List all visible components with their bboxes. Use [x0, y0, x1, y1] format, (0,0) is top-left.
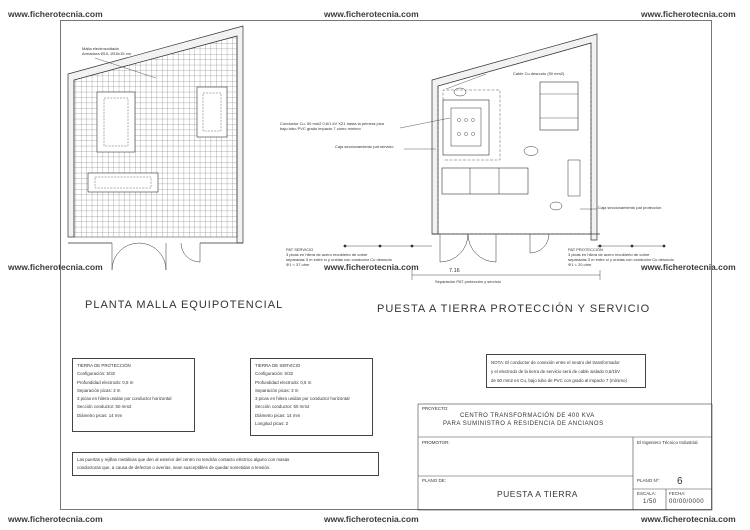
tierra-servicio-line: Longitud picas: 2	[255, 421, 289, 427]
left-plan-doors	[112, 243, 200, 270]
cell-footprint	[197, 87, 227, 137]
fecha-label: FECHA:	[669, 491, 686, 496]
plano-no-label: PLANO Nº:	[637, 478, 660, 483]
proyecto-line-1: CENTRO TRANSFORMACIÓN DE 400 KVA	[460, 413, 595, 419]
nota-line: de 50 mm2 en Cu, bajo tubo de PVC con grado al impacto 7 (mínimo)	[491, 378, 627, 383]
pat-proteccion-line-2: separadas 3 m entre sí y unidas con conductor Cu desnudo	[568, 257, 674, 262]
watermark-bottom-right: www.ficherotecnia.com	[641, 514, 736, 524]
earth-box-service	[524, 147, 538, 156]
pat-servicio-line-3: Φ1 < 37 ohm	[286, 262, 310, 267]
pat-servicio-line-1: 3 picas en hilera de acero recubierto de cobre	[286, 252, 368, 257]
tierra-proteccion-line: Separación picas: 3 m	[77, 387, 121, 393]
separation-distance: 7.16	[449, 268, 460, 274]
transformer-footprint	[97, 92, 135, 152]
tierra-proteccion-line: Diámetro picas: 14 mm	[77, 412, 123, 418]
warning-line: Las puertas y rejillas metálicas que den al exterior del centro no tendrán contacto eléctrico alguno con masas	[77, 457, 290, 462]
watermark-mid-right: www.ficherotecnia.com	[641, 262, 736, 272]
watermark-top-left: www.ficherotecnia.com	[8, 9, 103, 19]
tierra-proteccion-line: Sección conductor: 50 mm2	[77, 404, 132, 410]
lv-panel	[540, 82, 578, 130]
tierra-servicio-line: 3 picas en hilera unidas por conductor horizontal	[255, 396, 350, 402]
switchgear-cells	[442, 168, 528, 194]
switchgear-footprint	[88, 173, 158, 192]
tierra-proteccion-line: Configuración: 5/32	[77, 371, 116, 377]
tierra-proteccion-box	[72, 358, 195, 432]
watermark-mid-left: www.ficherotecnia.com	[8, 262, 103, 272]
right-plan-title: PUESTA A TIERRA PROTECCIÓN Y SERVICIO	[377, 303, 651, 315]
nota-box	[486, 354, 646, 388]
pat-proteccion-line-3: Φ1 < 20 ohm	[568, 262, 592, 267]
caja-proteccion-label: Caja seccionamiento pat protección	[598, 205, 662, 210]
plano-de-value: PUESTA A TIERRA	[497, 489, 578, 499]
tierra-proteccion-line: Profundidad electrodo: 0,5 m	[77, 379, 134, 385]
separation-label: Separación PAT protección y servicio	[435, 279, 501, 284]
pat-servicio-title: PAT SERVICIO	[286, 247, 314, 252]
conductor-cu-label-2: bajo tubo PVC grado impacto 7 como mínimo	[280, 126, 361, 131]
caja-servicio-label: Caja seccionamiento pat servicio	[335, 144, 394, 149]
warning-box	[72, 452, 379, 476]
tierra-servicio-line: Profundidad electrodo: 0,5 m	[255, 379, 312, 385]
tierra-servicio-title: TIERRA DE SERVICIO	[255, 363, 301, 368]
fecha-value: 00/00/0000	[669, 499, 705, 505]
watermark-bottom-left: www.ficherotecnia.com	[8, 514, 103, 524]
tierra-servicio-box	[250, 358, 373, 436]
promotor-label: PROMOTOR:	[422, 440, 450, 445]
conductor-cu-label-1: Conductor Cu. 50 mm2 0,6/1 kV XZ1 hasta la primera pica	[280, 121, 384, 126]
pat-servicio-line-2: separadas 3 m entre sí y unidas con conductor Cu desnudo	[286, 257, 392, 262]
plano-no-value: 6	[677, 476, 684, 487]
pat-proteccion-line-1: 3 picas en hilera de acero recubierto de cobre	[568, 252, 650, 257]
watermark-top-center: www.ficherotecnia.com	[324, 9, 419, 19]
earth-box-protection	[550, 202, 562, 210]
nota-line: NOTA: El conductor de conexión entre el neutro del transformador	[491, 360, 620, 365]
mesh-label-line-2: Armadura Ø10, Ø15x15 cm	[82, 51, 131, 56]
tierra-servicio-line: Separación picas: 3 m	[255, 387, 299, 393]
tierra-proteccion-line: 3 picas en hilera unidas por conductor horizontal	[77, 396, 172, 402]
watermark-mid-center: www.ficherotecnia.com	[324, 262, 419, 272]
proyecto-line-2: PARA SUMINISTRO A RESIDENCIA DE ANCIANOS	[443, 421, 604, 427]
tierra-servicio-line: Configuración: 5/32	[255, 371, 294, 377]
watermark-bottom-center: www.ficherotecnia.com	[324, 514, 419, 524]
nota-line: y el electrodo de la tierra de servicio será de cable aislado 0,6/1kV	[491, 369, 621, 374]
ingeniero-label: El Ingeniero Técnico Industrial	[637, 440, 698, 445]
tierra-proteccion-title: TIERRA DE PROTECCIÓN	[77, 363, 131, 368]
tierra-servicio-line: Diámetro picas: 14 mm	[255, 412, 301, 418]
cable-cu-label: Cable Cu desnudo (50 mm2)	[513, 71, 565, 76]
right-plan-doors	[440, 234, 549, 262]
left-plan-title: PLANTA MALLA EQUIPOTENCIAL	[85, 299, 284, 311]
tierra-servicio-line: Sección conductor: 50 mm2	[255, 404, 310, 410]
escala-value: 1/50	[643, 499, 657, 505]
warning-line: conductoras que, a causa de defectos o averías, sean susceptibles de quedar sometidas a tensión.	[77, 464, 271, 470]
pat-proteccion-title: PAT PROTECCIÓN	[568, 247, 603, 252]
watermark-top-right: www.ficherotecnia.com	[641, 9, 736, 19]
mesh-label-line-1: Malla electrosoldada	[82, 46, 119, 51]
plano-de-label: PLANO DE:	[422, 478, 447, 483]
escala-label: ESCALA:	[637, 491, 657, 496]
proyecto-label: PROYECTO:	[422, 406, 449, 411]
